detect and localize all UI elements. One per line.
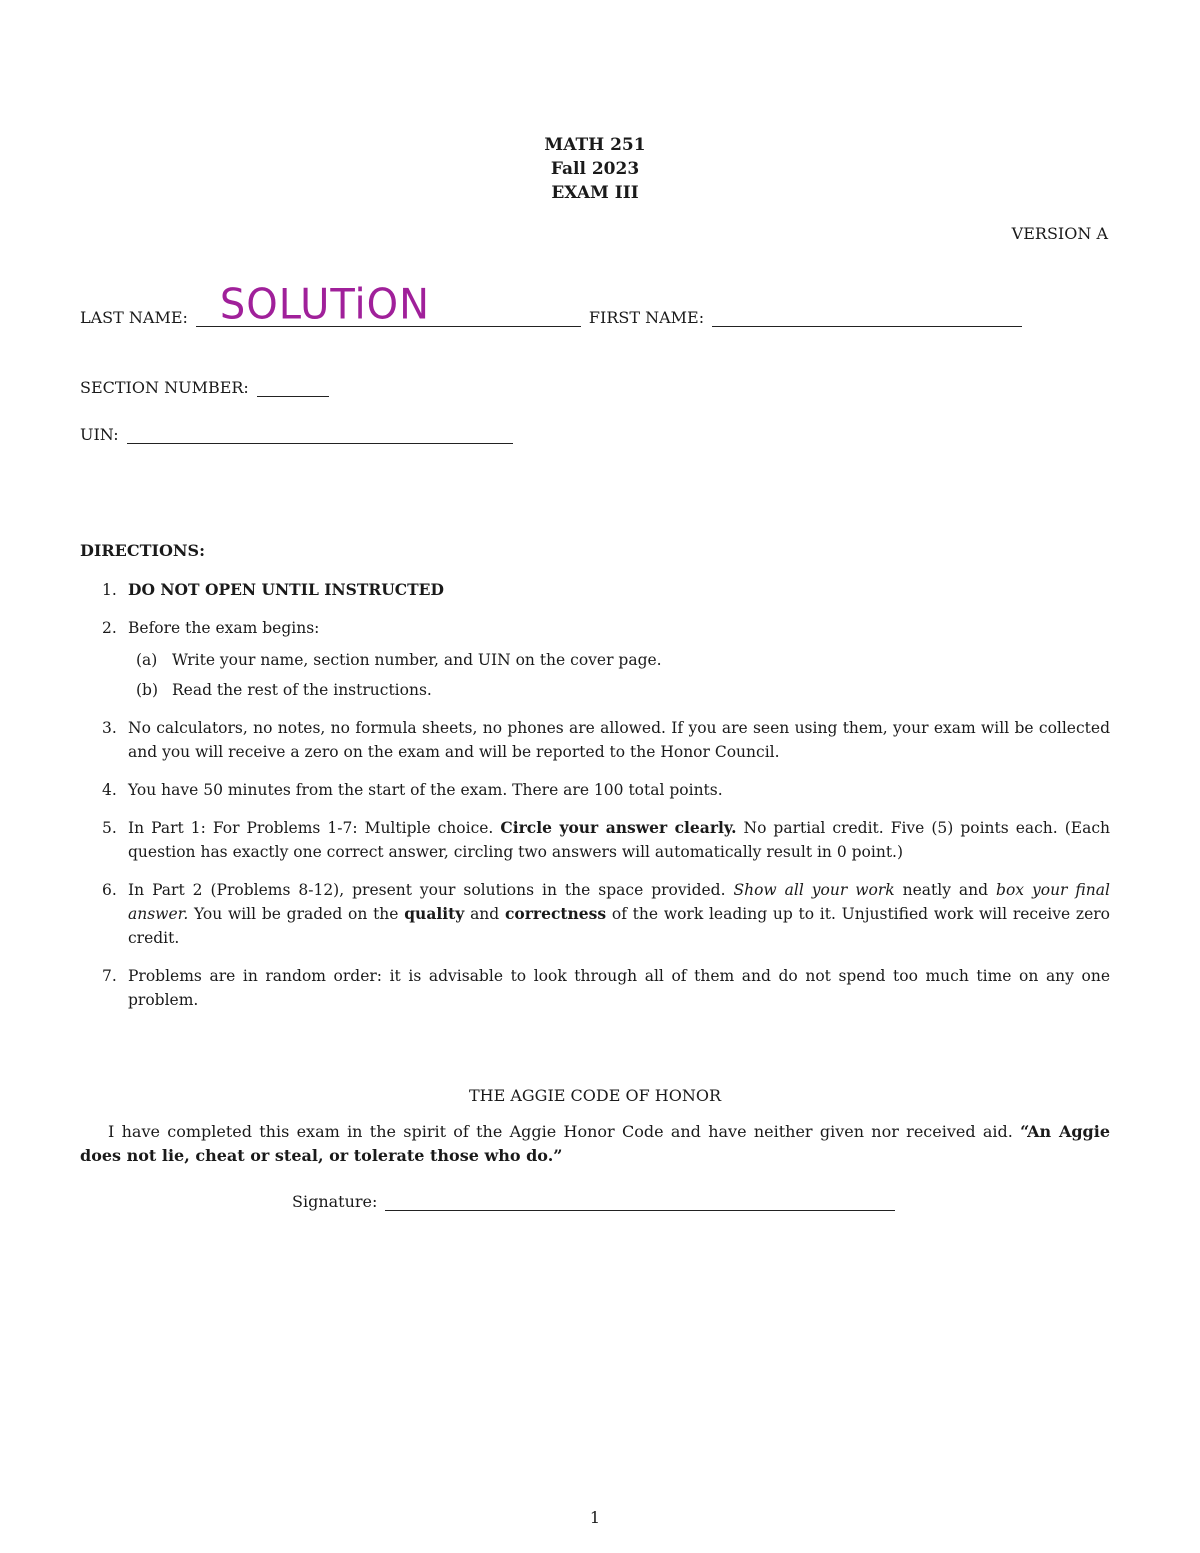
- name-row: [80, 280, 1022, 330]
- signature-field[interactable]: [385, 1192, 895, 1211]
- direction-item: 7. Problems are in random order: it is advisable to look through all of them and do not spend too much time on any one problem.: [102, 967, 1110, 1009]
- direction-item: 6. In Part 2 (Problems 8-12), present your solutions in the space provided. Show all your work neatly and box your final answer. You will be graded on the quality and correctness of the work leading up to it. Unjustified work will receive zero credit.: [102, 881, 1110, 947]
- section-row: [80, 378, 329, 397]
- honor-code-title: THE AGGIE CODE OF HONOR: [468, 1086, 722, 1105]
- honor-code-text: I have completed this exam in the spirit of the Aggie Honor Code and have neither given nor received aid. “An Aggie does not lie, cheat or steal, or tolerate those who do.”: [80, 1122, 1110, 1165]
- last-name-label: LAST NAME:: [80, 308, 188, 327]
- uin-row: [80, 425, 513, 444]
- sub-item: (b) Read the rest of the instructions.: [136, 681, 432, 699]
- uin-label: UIN:: [80, 425, 119, 444]
- first-name-field[interactable]: [712, 308, 1022, 327]
- section-number-field[interactable]: [257, 378, 329, 397]
- direction-item: 4. You have 50 minutes from the start of the exam. There are 100 total points.: [102, 781, 723, 799]
- last-name-field[interactable]: [196, 280, 581, 330]
- signature-row: [292, 1192, 895, 1211]
- page-number: 1: [589, 1508, 601, 1527]
- course-title: MATH 251: [544, 135, 646, 155]
- version-label: VERSION A: [1011, 224, 1108, 243]
- directions-list: [80, 578, 1110, 1026]
- section-number-label: SECTION NUMBER:: [80, 378, 249, 397]
- sub-list: [128, 648, 1110, 702]
- direction-item: 3. No calculators, no notes, no formula sheets, no phones are allowed. If you are seen using them, your exam will be collected and you will receive a zero on the exam and will be reported to the Honor Council.: [102, 719, 1110, 761]
- exam-header: [0, 133, 1190, 205]
- term: Fall 2023: [550, 159, 640, 179]
- directions-title: DIRECTIONS:: [80, 541, 205, 560]
- exam-title: EXAM III: [551, 183, 639, 203]
- uin-field[interactable]: [127, 425, 513, 444]
- direction-item: 2. Before the exam begins: (a) Write your name, section number, and UIN on the cover page. (b) Read the rest of the instructions.: [80, 616, 1110, 702]
- signature-label: Signature:: [292, 1192, 378, 1211]
- direction-item: 5. In Part 1: For Problems 1-7: Multiple choice. Circle your answer clearly. No partial credit. Five (5) points each. (Each question has exactly one correct answer, circling two answers will automatically result in 0 point.): [102, 818, 1110, 861]
- first-name-label: FIRST NAME:: [588, 308, 705, 327]
- direction-item: 1. DO NOT OPEN UNTIL INSTRUCTED: [102, 580, 444, 599]
- last-name-handwriting: SOLUTiON: [219, 280, 431, 330]
- sub-item: (a) Write your name, section number, and UIN on the cover page.: [136, 651, 662, 669]
